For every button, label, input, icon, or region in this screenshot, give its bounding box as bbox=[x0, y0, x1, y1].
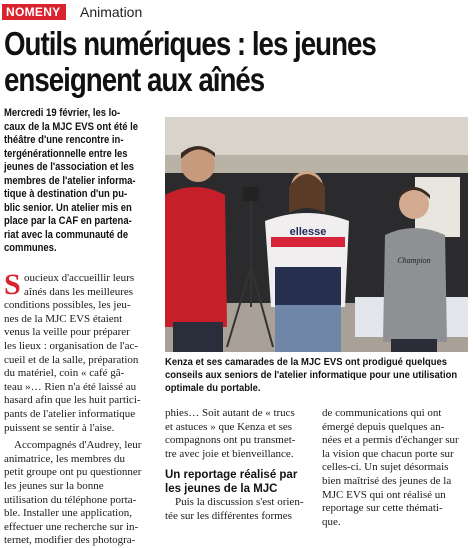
article-photo bbox=[165, 117, 468, 352]
body-line: et astuces » que Kenza et ses bbox=[165, 420, 293, 433]
hoodie-logo: Champion bbox=[397, 256, 431, 265]
body-line: animatrice, les membres du bbox=[4, 452, 125, 465]
headline-line-1: Outils numériques : les jeunes bbox=[4, 25, 376, 62]
lead-line: jeunes de l'association et les bbox=[4, 161, 135, 173]
caption-line: conseils aux seniors de l'atelier informatique pour une utilisation bbox=[165, 369, 458, 381]
body-line: nes de la MJC EVS étaient bbox=[4, 312, 123, 325]
body-line: phies… Soit autant de « trucs bbox=[165, 407, 295, 419]
body-line: de communications qui ont bbox=[322, 407, 442, 419]
body-line: conditions possibles, les jeu- bbox=[4, 299, 131, 312]
lead-line: blic senior. Un atelier mis en bbox=[4, 201, 132, 214]
body-line: MJC EVS qui ont réalisé un bbox=[322, 488, 446, 501]
subhead-line: Un reportage réalisé par bbox=[165, 469, 298, 482]
body-line: compagnons ont pu transmet- bbox=[165, 434, 296, 447]
body-line: utilisation du téléphone porta- bbox=[4, 493, 137, 506]
body-line: effectuer une recherche sur in- bbox=[4, 520, 139, 533]
body-line: teau »… Rien n'a été laissé au bbox=[4, 380, 137, 393]
lead-line: communes. bbox=[4, 242, 57, 254]
lead-line: Mercredi 19 février, les lo- bbox=[4, 107, 121, 119]
drop-cap: S bbox=[4, 268, 21, 301]
body-line: les jeunes sur la bonne bbox=[4, 479, 104, 492]
body-line: ternet, modifier des photogra- bbox=[4, 534, 136, 547]
lead-line: tergénérationnelle entre les bbox=[4, 147, 128, 160]
headline-line-2: enseignent aux aînés bbox=[4, 61, 265, 98]
body-line: oucieux d'accueillir leurs bbox=[24, 272, 135, 284]
body-line: ble. Installer une application, bbox=[4, 507, 132, 520]
body-column-2 bbox=[165, 407, 313, 524]
body-line: cueil et de la salle, préparation bbox=[4, 353, 139, 366]
body-line: venus la veille pour préparer bbox=[4, 326, 130, 339]
lead-line: tique à destination d'un pu- bbox=[4, 188, 128, 200]
lead-paragraph bbox=[4, 107, 139, 256]
body-column-3 bbox=[322, 407, 470, 529]
body-line: émergé depuis quelques an- bbox=[322, 420, 445, 433]
headline bbox=[4, 26, 395, 98]
body-line: tée sur les différentes formes bbox=[165, 509, 292, 522]
body-column-1 bbox=[4, 268, 162, 548]
lead-line: membres de l'atelier informa- bbox=[4, 174, 136, 187]
body-line: Accompagnés d'Audrey, leur bbox=[14, 439, 142, 452]
body-line: petit groupe ont pu questionner bbox=[4, 466, 142, 479]
location-tag: NOMENY bbox=[2, 4, 66, 20]
body-line: Puis la discussion s'est orien- bbox=[175, 496, 304, 509]
lead-line: place par la CAF en partena- bbox=[4, 215, 132, 227]
body-line: tre avec joie et bienveillance. bbox=[165, 447, 294, 460]
body-line: celles-ci. Un sujet désormais bbox=[322, 461, 449, 474]
body-line: que. bbox=[322, 515, 341, 528]
photo-illustration bbox=[165, 117, 468, 352]
body-line: puissent se sentir à l'aise. bbox=[4, 421, 115, 434]
body-line: pants de l'atelier informatique bbox=[4, 407, 136, 420]
body-line: la vision que chacun porte sur bbox=[322, 447, 454, 460]
body-line: bien maîtrisé des jeunes de la bbox=[322, 474, 452, 487]
lead-line: théâtre d'une rencontre in- bbox=[4, 134, 124, 146]
rubric-label: Animation bbox=[80, 4, 143, 20]
photo-caption bbox=[165, 356, 458, 395]
body-line: du matériel, coin « café gâ- bbox=[4, 367, 125, 380]
section-gap bbox=[165, 461, 313, 469]
body-line: aînés dans les meilleures bbox=[24, 285, 134, 298]
caption-line: optimale du portable. bbox=[165, 382, 261, 394]
body-line: hasard afin que les huit partici- bbox=[4, 394, 141, 407]
body-line: les lieux : organisation de l'ac- bbox=[4, 339, 139, 352]
body-line: reportage sur cette thémati- bbox=[322, 502, 443, 515]
lead-line: riat avec la communauté de bbox=[4, 228, 129, 241]
subhead-line: les jeunes de la MJC bbox=[165, 482, 278, 495]
shirt-logo: ellesse bbox=[289, 226, 327, 238]
lead-line: caux de la MJC EVS ont été le bbox=[4, 120, 139, 133]
body-line: nées et a permis d'échanger sur bbox=[322, 434, 459, 447]
caption-line: Kenza et ses camarades de la MJC EVS ont prodigué quelques bbox=[165, 356, 448, 368]
